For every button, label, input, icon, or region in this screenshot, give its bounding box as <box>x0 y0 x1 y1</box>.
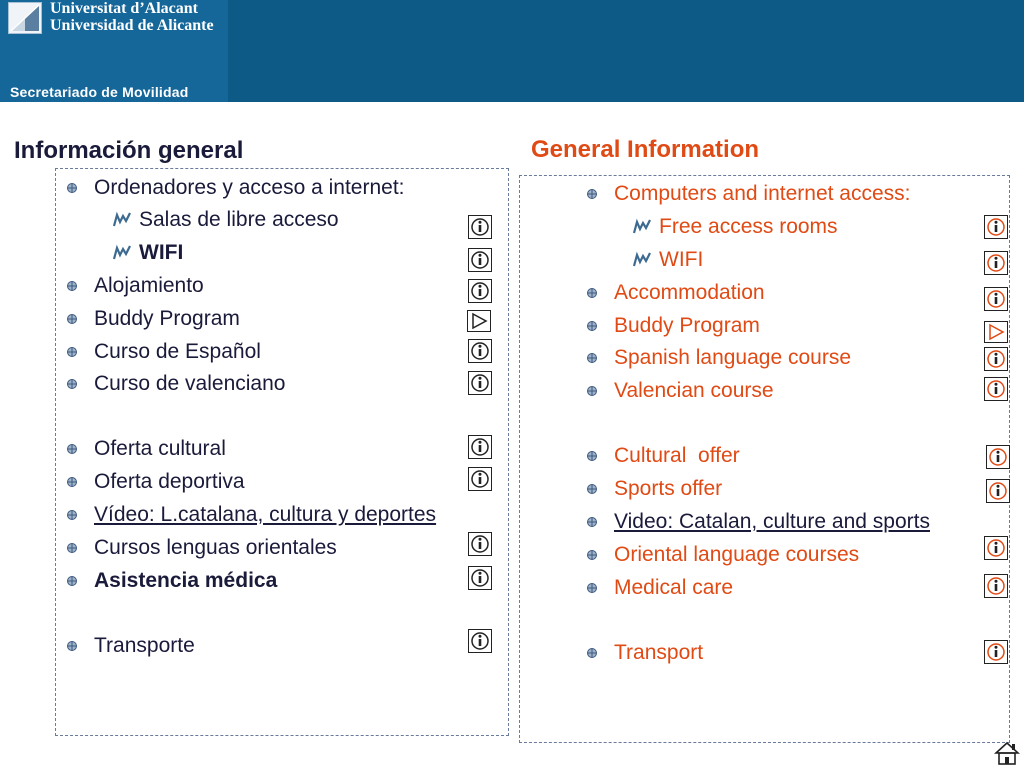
en-item-buddy[interactable] <box>614 313 760 339</box>
en-item-computers-label: Computers and internet access: <box>614 182 911 205</box>
en-item-cultural-label: Cultural offer <box>614 444 740 467</box>
es-item-computers <box>94 175 405 201</box>
es-item-free-rooms[interactable] <box>139 207 339 233</box>
subbullet-icon <box>113 244 131 260</box>
en-item-buddy-label: Buddy Program <box>614 314 760 337</box>
es-item-wifi[interactable] <box>139 240 183 266</box>
es-item-spanish-course[interactable] <box>94 339 261 365</box>
es-play-button-buddy[interactable] <box>467 310 491 332</box>
en-item-medical[interactable] <box>614 575 733 601</box>
es-info-button-wifi[interactable] <box>468 248 492 272</box>
subbullet-icon <box>633 251 651 267</box>
bullet-icon <box>66 346 78 358</box>
en-item-free-rooms-label: Free access rooms <box>659 215 838 238</box>
en-item-computers <box>614 181 910 207</box>
info-icon <box>469 533 491 555</box>
es-item-oriental-label: Cursos lenguas orientales <box>94 536 337 559</box>
es-info-button-oriental[interactable] <box>468 532 492 556</box>
es-item-valencian-course[interactable] <box>94 371 285 397</box>
es-info-button-medical[interactable] <box>468 566 492 590</box>
en-item-valencian-course-label: Valencian course <box>614 379 774 402</box>
es-item-cultural[interactable] <box>94 436 226 462</box>
info-icon <box>985 378 1007 400</box>
es-item-sports[interactable] <box>94 469 245 495</box>
bullet-icon <box>586 450 598 462</box>
es-item-video-label: Vídeo: L.catalana, cultura y deportes <box>94 503 437 526</box>
en-item-oriental-label: Oriental language courses <box>614 543 860 566</box>
bullet-icon <box>586 582 598 594</box>
english-title: General Information <box>531 136 760 163</box>
home-icon <box>994 740 1020 766</box>
en-info-button-wifi[interactable] <box>984 251 1008 275</box>
bullet-icon <box>586 647 598 659</box>
en-item-spanish-course-label: Spanish language course <box>614 346 852 369</box>
es-item-buddy-label: Buddy Program <box>94 307 240 330</box>
university-name-ca: Universitat d’Alacant <box>50 0 198 17</box>
en-info-button-sports[interactable] <box>986 479 1010 503</box>
info-icon <box>469 216 491 238</box>
bullet-icon <box>66 443 78 455</box>
en-item-cultural[interactable] <box>614 443 740 469</box>
en-item-sports[interactable] <box>614 476 722 502</box>
es-info-button-accommodation[interactable] <box>468 279 492 303</box>
info-icon <box>985 288 1007 310</box>
en-info-button-transport[interactable] <box>984 640 1008 664</box>
bullet-icon <box>586 549 598 561</box>
es-item-video-link[interactable] <box>94 502 436 528</box>
es-item-medical[interactable] <box>94 568 277 594</box>
header-banner <box>0 0 1024 102</box>
en-item-accommodation[interactable] <box>614 280 765 306</box>
info-icon <box>469 630 491 652</box>
bullet-icon <box>586 188 598 200</box>
bullet-icon <box>66 509 78 521</box>
en-item-accommodation-label: Accommodation <box>614 281 765 304</box>
info-icon <box>987 480 1009 502</box>
en-info-button-valencian-course[interactable] <box>984 377 1008 401</box>
es-item-transport-label: Transporte <box>94 634 195 657</box>
info-icon <box>985 216 1007 238</box>
info-icon <box>985 348 1007 370</box>
en-item-valencian-course[interactable] <box>614 378 774 404</box>
en-info-button-free-rooms[interactable] <box>984 215 1008 239</box>
es-item-computers-label: Ordenadores y acceso a internet: <box>94 176 405 199</box>
info-icon <box>469 436 491 458</box>
university-logo-icon <box>8 2 42 34</box>
info-icon <box>985 641 1007 663</box>
es-item-oriental[interactable] <box>94 535 337 561</box>
subbullet-icon <box>633 218 651 234</box>
department-name: Secretariado de Movilidad <box>10 84 189 100</box>
en-item-wifi-label: WIFI <box>659 248 704 271</box>
bullet-icon <box>66 542 78 554</box>
es-item-medical-label: Asistencia médica <box>94 569 278 592</box>
bullet-icon <box>66 640 78 652</box>
en-item-video-link[interactable] <box>614 509 930 535</box>
info-icon <box>469 567 491 589</box>
es-item-cultural-label: Oferta cultural <box>94 437 226 460</box>
en-item-free-rooms[interactable] <box>659 214 838 240</box>
es-item-buddy[interactable] <box>94 306 240 332</box>
es-item-free-rooms-label: Salas de libre acceso <box>139 208 339 231</box>
logo-area <box>0 0 228 102</box>
es-item-transport[interactable] <box>94 633 195 659</box>
en-info-button-medical[interactable] <box>984 574 1008 598</box>
es-info-button-transport[interactable] <box>468 629 492 653</box>
en-item-medical-label: Medical care <box>614 576 734 599</box>
es-info-button-spanish-course[interactable] <box>468 339 492 363</box>
bullet-icon <box>586 483 598 495</box>
es-info-button-sports[interactable] <box>468 467 492 491</box>
en-info-button-spanish-course[interactable] <box>984 347 1008 371</box>
es-info-button-cultural[interactable] <box>468 435 492 459</box>
info-icon <box>469 280 491 302</box>
play-icon <box>985 322 1007 342</box>
bullet-icon <box>66 378 78 390</box>
info-icon <box>985 575 1007 597</box>
es-item-accommodation[interactable] <box>94 273 204 299</box>
university-name-es: Universidad de Alicante <box>50 17 214 34</box>
info-icon <box>985 252 1007 274</box>
en-item-video-label: Video: Catalan, culture and sports <box>614 510 930 533</box>
spanish-title: Información general <box>14 137 244 164</box>
en-play-button-buddy[interactable] <box>984 321 1008 343</box>
play-icon <box>468 311 490 331</box>
en-info-button-accommodation[interactable] <box>984 287 1008 311</box>
en-item-transport-label: Transport <box>614 641 704 664</box>
bullet-icon <box>586 516 598 528</box>
en-info-button-oriental[interactable] <box>984 536 1008 560</box>
bullet-icon <box>586 352 598 364</box>
es-info-button-free-rooms[interactable] <box>468 215 492 239</box>
es-info-button-valencian-course[interactable] <box>468 371 492 395</box>
subbullet-icon <box>113 211 131 227</box>
en-item-sports-label: Sports offer <box>614 477 723 500</box>
en-item-oriental[interactable] <box>614 542 859 568</box>
bullet-icon <box>66 575 78 587</box>
info-icon <box>987 446 1009 468</box>
bullet-icon <box>66 280 78 292</box>
es-item-wifi-label: WIFI <box>139 241 184 264</box>
en-info-button-cultural[interactable] <box>986 445 1010 469</box>
info-icon <box>469 249 491 271</box>
bullet-icon <box>66 313 78 325</box>
en-item-spanish-course[interactable] <box>614 345 851 371</box>
home-button[interactable] <box>994 740 1020 766</box>
bullet-icon <box>66 182 78 194</box>
bullet-icon <box>586 320 598 332</box>
info-icon <box>469 340 491 362</box>
es-item-valencian-course-label: Curso de valenciano <box>94 372 286 395</box>
es-item-sports-label: Oferta deportiva <box>94 470 245 493</box>
es-item-spanish-course-label: Curso de Español <box>94 340 261 363</box>
bullet-icon <box>586 287 598 299</box>
en-item-transport[interactable] <box>614 640 703 666</box>
es-item-accommodation-label: Alojamiento <box>94 274 204 297</box>
info-icon <box>469 372 491 394</box>
bullet-icon <box>66 476 78 488</box>
info-icon <box>469 468 491 490</box>
info-icon <box>985 537 1007 559</box>
bullet-icon <box>586 385 598 397</box>
en-item-wifi[interactable] <box>659 247 703 273</box>
